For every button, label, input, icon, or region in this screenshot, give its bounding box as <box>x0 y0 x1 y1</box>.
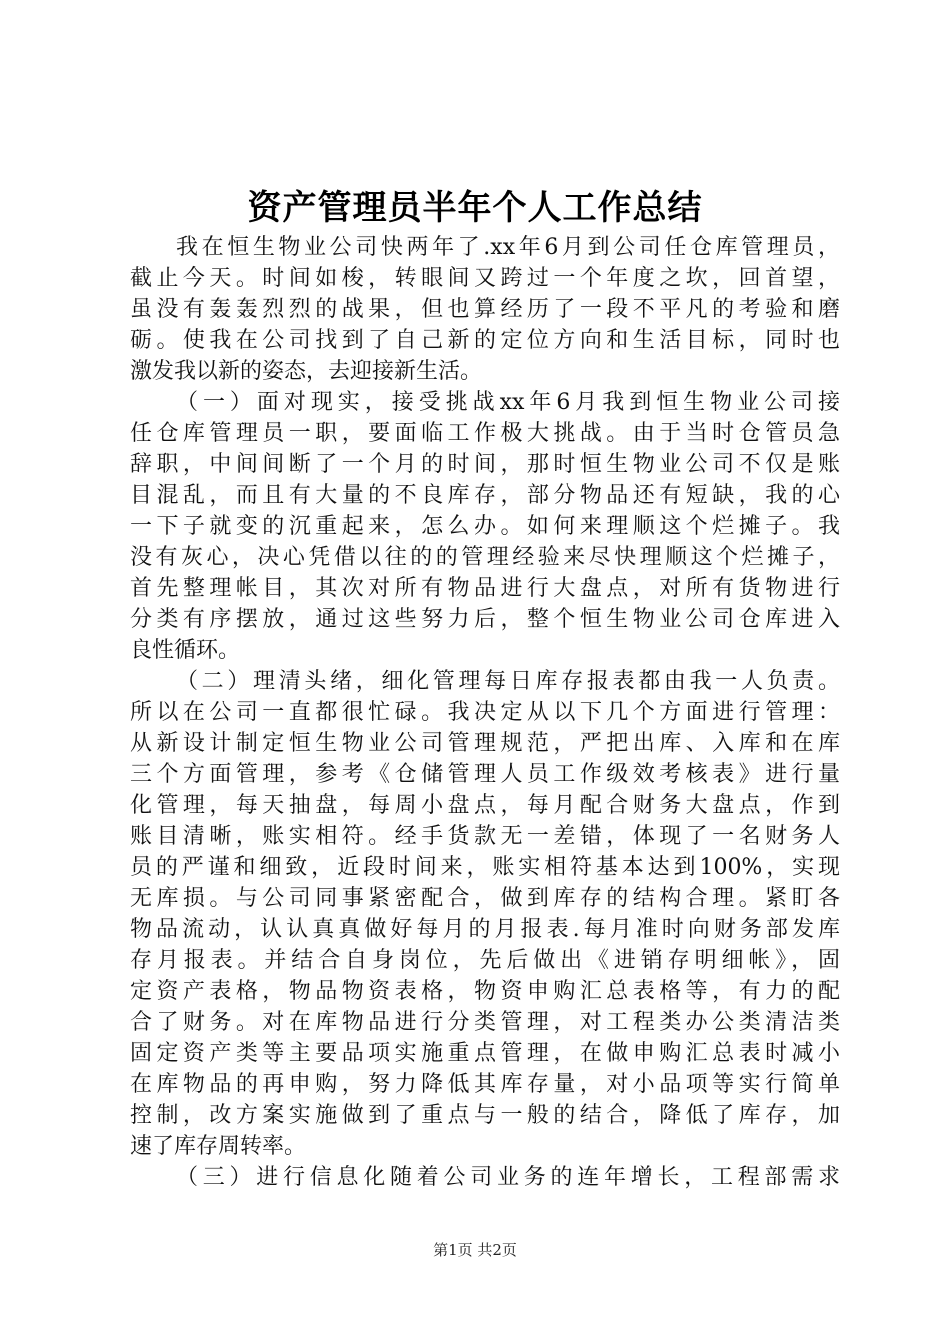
body-text-line: 虽没有轰轰烈烈的战果，但也算经历了一段不平凡的考验和磨 <box>130 297 840 322</box>
body-text-line: 良性循环。 <box>130 638 241 663</box>
body-text-line: 定资产表格，物品物资表格，物资申购汇总表格等，有力的配 <box>130 979 840 1004</box>
body-text-line: （一）面对现实，接受挑战xx年6月我到恒生物业公司接 <box>176 390 840 415</box>
body-text-line: 分类有序摆放，通过这些努力后，整个恒生物业公司仓库进入 <box>130 607 840 632</box>
body-text-line: 物品流动，认认真真做好每月的月报表.每月准时向财务部发库 <box>130 917 840 942</box>
body-text-line: 固定资产类等主要品项实施重点管理，在做申购汇总表时减小 <box>130 1041 840 1066</box>
body-text-line: （三）进行信息化随着公司业务的连年增长，工程部需求 <box>176 1165 840 1190</box>
body-text-line: 任仓库管理员一职，要面临工作极大挑战。由于当时仓管员急 <box>130 421 840 446</box>
body-text-line: 辞职，中间间断了一个月的时间，那时恒生物业公司不仅是账 <box>130 452 840 477</box>
body-text-line: 控制，改方案实施做到了重点与一般的结合，降低了库存，加 <box>130 1103 840 1128</box>
body-text-line: 所以在公司一直都很忙碌。我决定从以下几个方面进行管理： <box>130 700 840 725</box>
body-text-line: 在库物品的再申购，努力降低其库存量，对小品项等实行简单 <box>130 1072 840 1097</box>
body-text-line: 速了库存周转率。 <box>130 1134 307 1159</box>
body-text-line: 目混乱，而且有大量的不良库存，部分物品还有短缺，我的心 <box>130 483 840 508</box>
body-text-line: 一下子就变的沉重起来，怎么办。如何来理顺这个烂摊子。我 <box>130 514 840 539</box>
body-text-line: 激发我以新的姿态，去迎接新生活。 <box>130 359 483 384</box>
document-title: 资产管理员半年个人工作总结 <box>247 188 703 228</box>
body-text-line: 我在恒生物业公司快两年了.xx年6月到公司任仓库管理员， <box>176 235 840 260</box>
body-text-line: 从新设计制定恒生物业公司管理规范，严把出库、入库和在库 <box>130 731 840 756</box>
body-text-line: 没有灰心，决心凭借以往的的管理经验来尽快理顺这个烂摊子， <box>130 545 840 570</box>
page-footer: 第1页 共2页 <box>433 1241 517 1259</box>
body-text-line: 首先整理帐目，其次对所有物品进行大盘点，对所有货物进行 <box>130 576 840 601</box>
body-text-line: 合了财务。对在库物品进行分类管理，对工程类办公类清洁类 <box>130 1010 840 1035</box>
body-text-line: 截止今天。时间如梭，转眼间又跨过一个年度之坎，回首望， <box>130 266 840 291</box>
body-text-line: 存月报表。并结合自身岗位，先后做出《进销存明细帐》，固 <box>130 948 840 973</box>
body-text-line: 化管理，每天抽盘，每周小盘点，每月配合财务大盘点，作到 <box>130 793 840 818</box>
body-text-line: 三个方面管理，参考《仓储管理人员工作级效考核表》进行量 <box>130 762 840 787</box>
document-body <box>130 232 840 1193</box>
body-text-line: 账目清晰，账实相符。经手货款无一差错，体现了一名财务人 <box>130 824 840 849</box>
body-text-line: （二）理清头绪，细化管理每日库存报表都由我一人负责。 <box>176 669 840 694</box>
body-text-line: 无库损。与公司同事紧密配合，做到库存的结构合理。紧盯各 <box>130 886 840 911</box>
body-text-line: 砺。使我在公司找到了自己新的定位方向和生活目标，同时也 <box>130 328 840 353</box>
body-text-line: 员的严谨和细致，近段时间来，账实相符基本达到100%，实现 <box>130 855 840 880</box>
